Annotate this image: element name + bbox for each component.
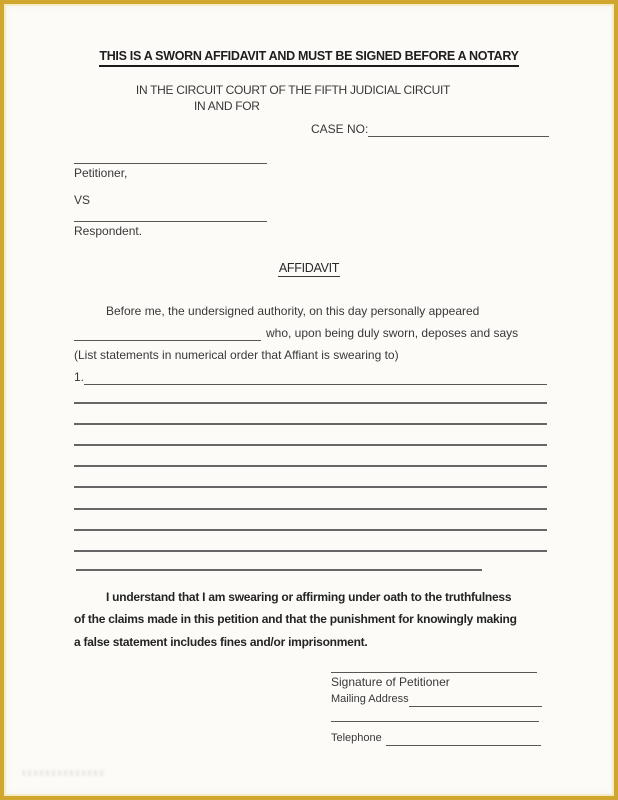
writing-line <box>74 383 547 404</box>
court-name-line <box>4 83 614 98</box>
telephone-row <box>331 731 541 746</box>
case-number-label: CASE NO: <box>311 122 369 136</box>
petitioner-label: Petitioner, <box>74 166 128 180</box>
telephone-label: Telephone <box>331 732 382 744</box>
case-number-row <box>311 122 549 137</box>
affidavit-heading <box>4 261 614 276</box>
list-instruction: (List statements in numerical order that Affiant is swearing to) <box>74 348 399 362</box>
mailing-address-label: Mailing Address <box>331 693 409 705</box>
intro-line2-text: who, upon being duly sworn, deposes and says <box>266 326 519 340</box>
mailing-address-blank-line2 <box>331 705 539 722</box>
affidavit-heading-text: AFFIDAVIT <box>278 261 340 275</box>
writing-line <box>74 446 547 467</box>
oath-line3: a false statement includes fines and/or imprisonment. <box>74 634 368 649</box>
court-in-and-for: IN AND FOR <box>194 99 260 113</box>
writing-line <box>74 404 547 425</box>
signature-label: Signature of Petitioner <box>331 675 450 689</box>
oath-line2: of the claims made in this petition and that the punishment for knowingly making <box>74 612 517 627</box>
notary-notice-title <box>4 49 614 64</box>
signature-blank <box>331 655 537 673</box>
telephone-blank <box>386 731 541 746</box>
oath-line1: I understand that I am swearing or affirming under oath to the truthfulness <box>106 590 512 604</box>
watermark <box>22 770 106 776</box>
intro-line2 <box>74 326 547 341</box>
writing-line <box>74 425 547 446</box>
respondent-name-blank <box>74 208 267 222</box>
notary-notice-text: THIS IS A SWORN AFFIDAVIT AND MUST BE SIGNED BEFORE A NOTARY <box>99 49 518 67</box>
intro-line1: Before me, the undersigned authority, on this day personally appeared <box>106 304 480 318</box>
writing-line <box>74 510 547 531</box>
case-number-blank <box>368 122 549 137</box>
statement-last-blank <box>76 549 482 571</box>
petitioner-name-blank <box>74 150 267 164</box>
writing-line <box>74 467 547 488</box>
oath-paragraph <box>74 586 556 653</box>
item-number: 1. <box>74 370 85 384</box>
statement-blank-lines <box>74 383 547 552</box>
court-name-text: IN THE CIRCUIT COURT OF THE FIFTH JUDICIAL CIRCUIT <box>135 83 451 97</box>
writing-line <box>74 488 547 509</box>
respondent-label: Respondent. <box>74 224 143 238</box>
affiant-name-blank <box>74 326 261 341</box>
vs-label: VS <box>74 193 91 207</box>
